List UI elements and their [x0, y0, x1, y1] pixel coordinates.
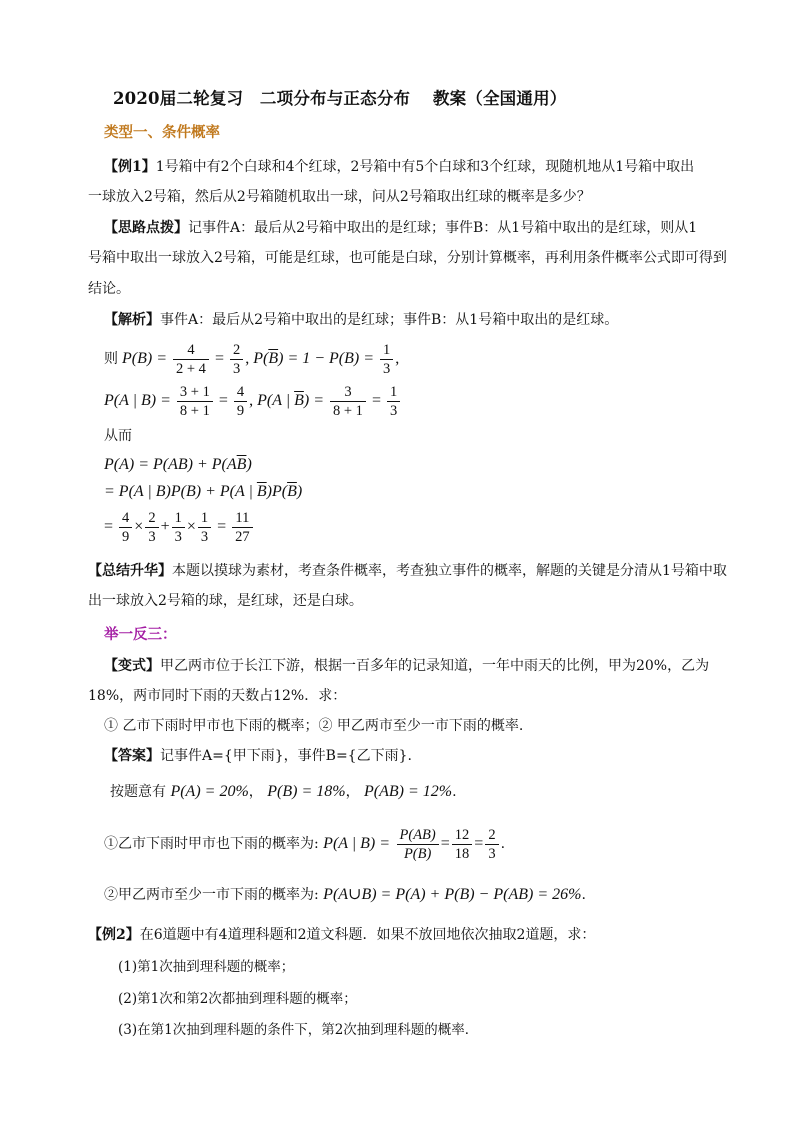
pb-lhs: P(B) = [122, 350, 167, 367]
fraction [173, 341, 209, 378]
answer-text-4: ②甲乙两市至少一市下雨的概率为: [104, 887, 319, 903]
example-1-line-1 [104, 157, 694, 177]
variant-line-2: 18%，两市同时下雨的天数占12%．求： [88, 688, 347, 704]
equals-sign: = [104, 518, 114, 535]
hint-text-1: 记事件A：最后从2号箱中取出的是红球；事件B：从1号箱中取出的是红球，则从1 [188, 220, 698, 236]
example-2-question-1: (1)第1次抽到理科题的概率； [118, 959, 295, 975]
example-2-line-1 [88, 925, 595, 945]
pab-lhs: P(A | B) = [104, 392, 171, 409]
variant-tag: 【变式】 [104, 658, 160, 674]
pabbar-lhs [257, 392, 324, 409]
b-bar: $\overline{B}$ [268, 350, 279, 367]
example-2-question-3: (3)在第1次抽到理科题的条件下，第2次抽到理科题的概率． [118, 1022, 479, 1038]
answer-text-1: 记事件A={甲下雨}，事件B={乙下雨}. [160, 748, 412, 764]
equation-pa-line-3 [104, 508, 255, 546]
page-title: 2020届二轮复习 二项分布与正态分布 教案（全国通用） [113, 89, 567, 108]
numerator: 1 [387, 383, 400, 402]
equation-pa-line-1 [104, 455, 252, 475]
fraction [232, 509, 253, 546]
denominator: 18 [454, 845, 470, 862]
pa-line2-c: ) [296, 483, 303, 500]
math-pab: P(AB) = 12% [364, 783, 453, 800]
denominator: 3 [389, 402, 398, 419]
numerator: 12 [452, 826, 473, 845]
answer-tag: 【答案】 [104, 748, 160, 764]
solution-tag: 【解析】 [104, 312, 160, 328]
answer-text-2: 按题意有 [110, 784, 166, 800]
fraction [172, 509, 185, 546]
b-bar: $\overline{B}$ [256, 483, 267, 500]
hint-tag: 【思路点拨】 [104, 220, 188, 236]
pbbar-lhs-a: P( [253, 350, 269, 367]
denominator: 2 + 4 [176, 360, 206, 377]
numerator: 4 [234, 383, 247, 402]
fraction [234, 383, 247, 420]
numerator: 4 [173, 341, 209, 360]
math-pab-lhs: P(A | B) = [323, 835, 391, 852]
pbbar-lhs-b: ) = 1 − P(B) = [278, 350, 375, 367]
summary-line-2: 出一球放入2号箱的球，是红球，还是白球。 [88, 593, 363, 609]
section-heading-practice: 举一反三： [104, 626, 177, 643]
pa-line1-a: P(A) = P(AB) + P(A [104, 456, 237, 473]
equals-sign: = [440, 835, 450, 852]
variant-line-1 [104, 656, 709, 676]
denominator: P(B) [403, 845, 432, 862]
solution-text-1: 事件A：最后从2号箱中取出的是红球；事件B：从1号箱中取出的是红球。 [160, 312, 619, 328]
times-sign: × [134, 518, 144, 535]
then-label: 则 [104, 351, 118, 367]
hint-line-3: 结论。 [88, 281, 130, 297]
denominator: 8 + 1 [179, 402, 210, 419]
hint-line-2: 号箱中取出一球放入2号箱，可能是红球，也可能是白球，分别计算概率，再利用条件概率公式即可得到 [88, 250, 727, 266]
b-bar: $\overline{B}$ [287, 483, 297, 500]
denominator: 9 [236, 402, 245, 419]
numerator: 3 [330, 383, 366, 402]
numerator: P(AB) [397, 826, 439, 845]
numerator: 1 [380, 341, 393, 360]
times-sign: × [186, 518, 196, 535]
math-pa: P(A) = 20% [170, 783, 249, 800]
equals-sign: = [217, 518, 227, 535]
denominator: 3 [200, 528, 209, 545]
numerator: 2 [485, 826, 498, 845]
section-heading-conditional-probability: 类型一、条件概率 [104, 124, 220, 141]
equals-sign: = [474, 835, 484, 852]
equals-sign: = [371, 392, 381, 409]
summary-tag: 【总结升华】 [88, 563, 172, 579]
equals-sign: = [218, 392, 228, 409]
math-union: P(A∪B) = P(A) + P(B) − P(AB) = 26% [323, 886, 582, 903]
b-bar: $\overline{B}$ [236, 456, 247, 473]
answer-text-3: ①乙市下雨时甲市也下雨的概率为: [104, 836, 319, 852]
equation-pb: 则 P(B) = $\frac{4}{2 + 4}$ = $\frac{2}{3}$ , $P(\overline{B}) = 1 - P(B)$ = $\frac{1}{3}$ , [104, 341, 400, 377]
denominator: 9 [122, 528, 130, 545]
fraction [119, 509, 132, 546]
hint-line-1 [104, 218, 697, 238]
denominator: 3 [232, 360, 241, 377]
equals-sign: = [214, 350, 224, 367]
numerator: 2 [145, 509, 158, 528]
answer-line-1 [104, 746, 412, 766]
numerator: 1 [172, 509, 185, 528]
numerator: 2 [230, 341, 243, 360]
answer-line-3: ①乙市下雨时甲市也下雨的概率为: P(A | B) = $\frac{P(AB)}{P(B)}$ = $\frac{12}{18}$ = $\frac{2}{3}$ . [104, 826, 506, 862]
fraction [387, 383, 400, 420]
example-1-line-2: 一球放入2号箱，然后从2号箱随机取出一球，问从2号箱取出红球的概率是多少？ [88, 189, 591, 205]
fraction [485, 826, 498, 863]
fraction [397, 826, 439, 863]
b-bar: $\overline{B}$ [294, 392, 304, 409]
math-pb: P(B) = 18% [267, 783, 346, 800]
pabbar-lhs-b: ) = [303, 392, 324, 409]
pa-line2-a: = P(A | B)P(B) + P(A | [104, 483, 257, 500]
variant-text-1: 甲乙两市位于长江下游，根据一百多年的记录知道，一年中雨天的比例，甲为20%，乙为 [160, 658, 710, 674]
pa-line2-b: )P( [266, 483, 288, 500]
fraction [145, 509, 158, 546]
fraction [198, 509, 211, 546]
example-2-text-1: 在6道题中有4道理科题和2道文科题．如果不放回地依次抽取2道题，求： [139, 927, 596, 943]
fraction [452, 826, 473, 863]
denominator: 8 + 1 [333, 402, 363, 419]
numerator: 3 + 1 [177, 383, 213, 402]
fraction [330, 383, 366, 420]
example-1-tag: 【例1】 [104, 159, 156, 175]
fraction [380, 341, 393, 378]
numerator: 4 [119, 509, 132, 528]
fraction [230, 341, 243, 378]
equation-pa-line-2 [104, 482, 302, 502]
summary-line-1 [88, 561, 727, 581]
fraction [177, 383, 213, 420]
pa-line1-b: ) [246, 456, 252, 473]
pabbar-lhs-a: P(A | [257, 392, 295, 409]
answer-line-2: 按题意有 P(A) = 20%， P(B) = 18%， P(AB) = 12%. [110, 783, 457, 800]
numerator: 11 [232, 509, 253, 528]
solution-line-1 [104, 310, 618, 330]
example-1-text-1: 1号箱中有2个白球和4个红球，2号箱中有5个白球和3个红球，现随机地从1号箱中取出 [155, 159, 695, 175]
denominator: 3 [148, 528, 156, 545]
denominator: 3 [383, 360, 391, 377]
example-2-question-2: (2)第1次和第2次都抽到理科题的概率； [118, 991, 357, 1007]
summary-text-1: 本题以摸球为素材，考查条件概率，考查独立事件的概率，解题的关键是分清从1号箱中取 [172, 563, 727, 579]
therefore-label: 从而 [104, 428, 132, 444]
equation-pab: P(A | B) = $\frac{3 + 1}{8 + 1}$ = $\frac{4}{9}$ , P(A | $\overline{B}$) = $\frac{3}{8 + 1}$ = $\frac{1}{3}$ [104, 382, 402, 420]
denominator: 3 [174, 528, 182, 545]
answer-line-4: ②甲乙两市至少一市下雨的概率为: P(A∪B) = P(A) + P(B) − P(AB) = 26%. [104, 886, 586, 903]
variant-line-3: ① 乙市下雨时甲市也下雨的概率；② 甲乙两市至少一市下雨的概率. [104, 718, 524, 734]
pbbar-lhs [253, 350, 374, 367]
denominator: 3 [488, 845, 496, 862]
plus-sign: + [160, 518, 170, 535]
denominator: 27 [235, 528, 250, 545]
numerator: 1 [198, 509, 211, 528]
example-2-tag: 【例2】 [88, 927, 140, 943]
